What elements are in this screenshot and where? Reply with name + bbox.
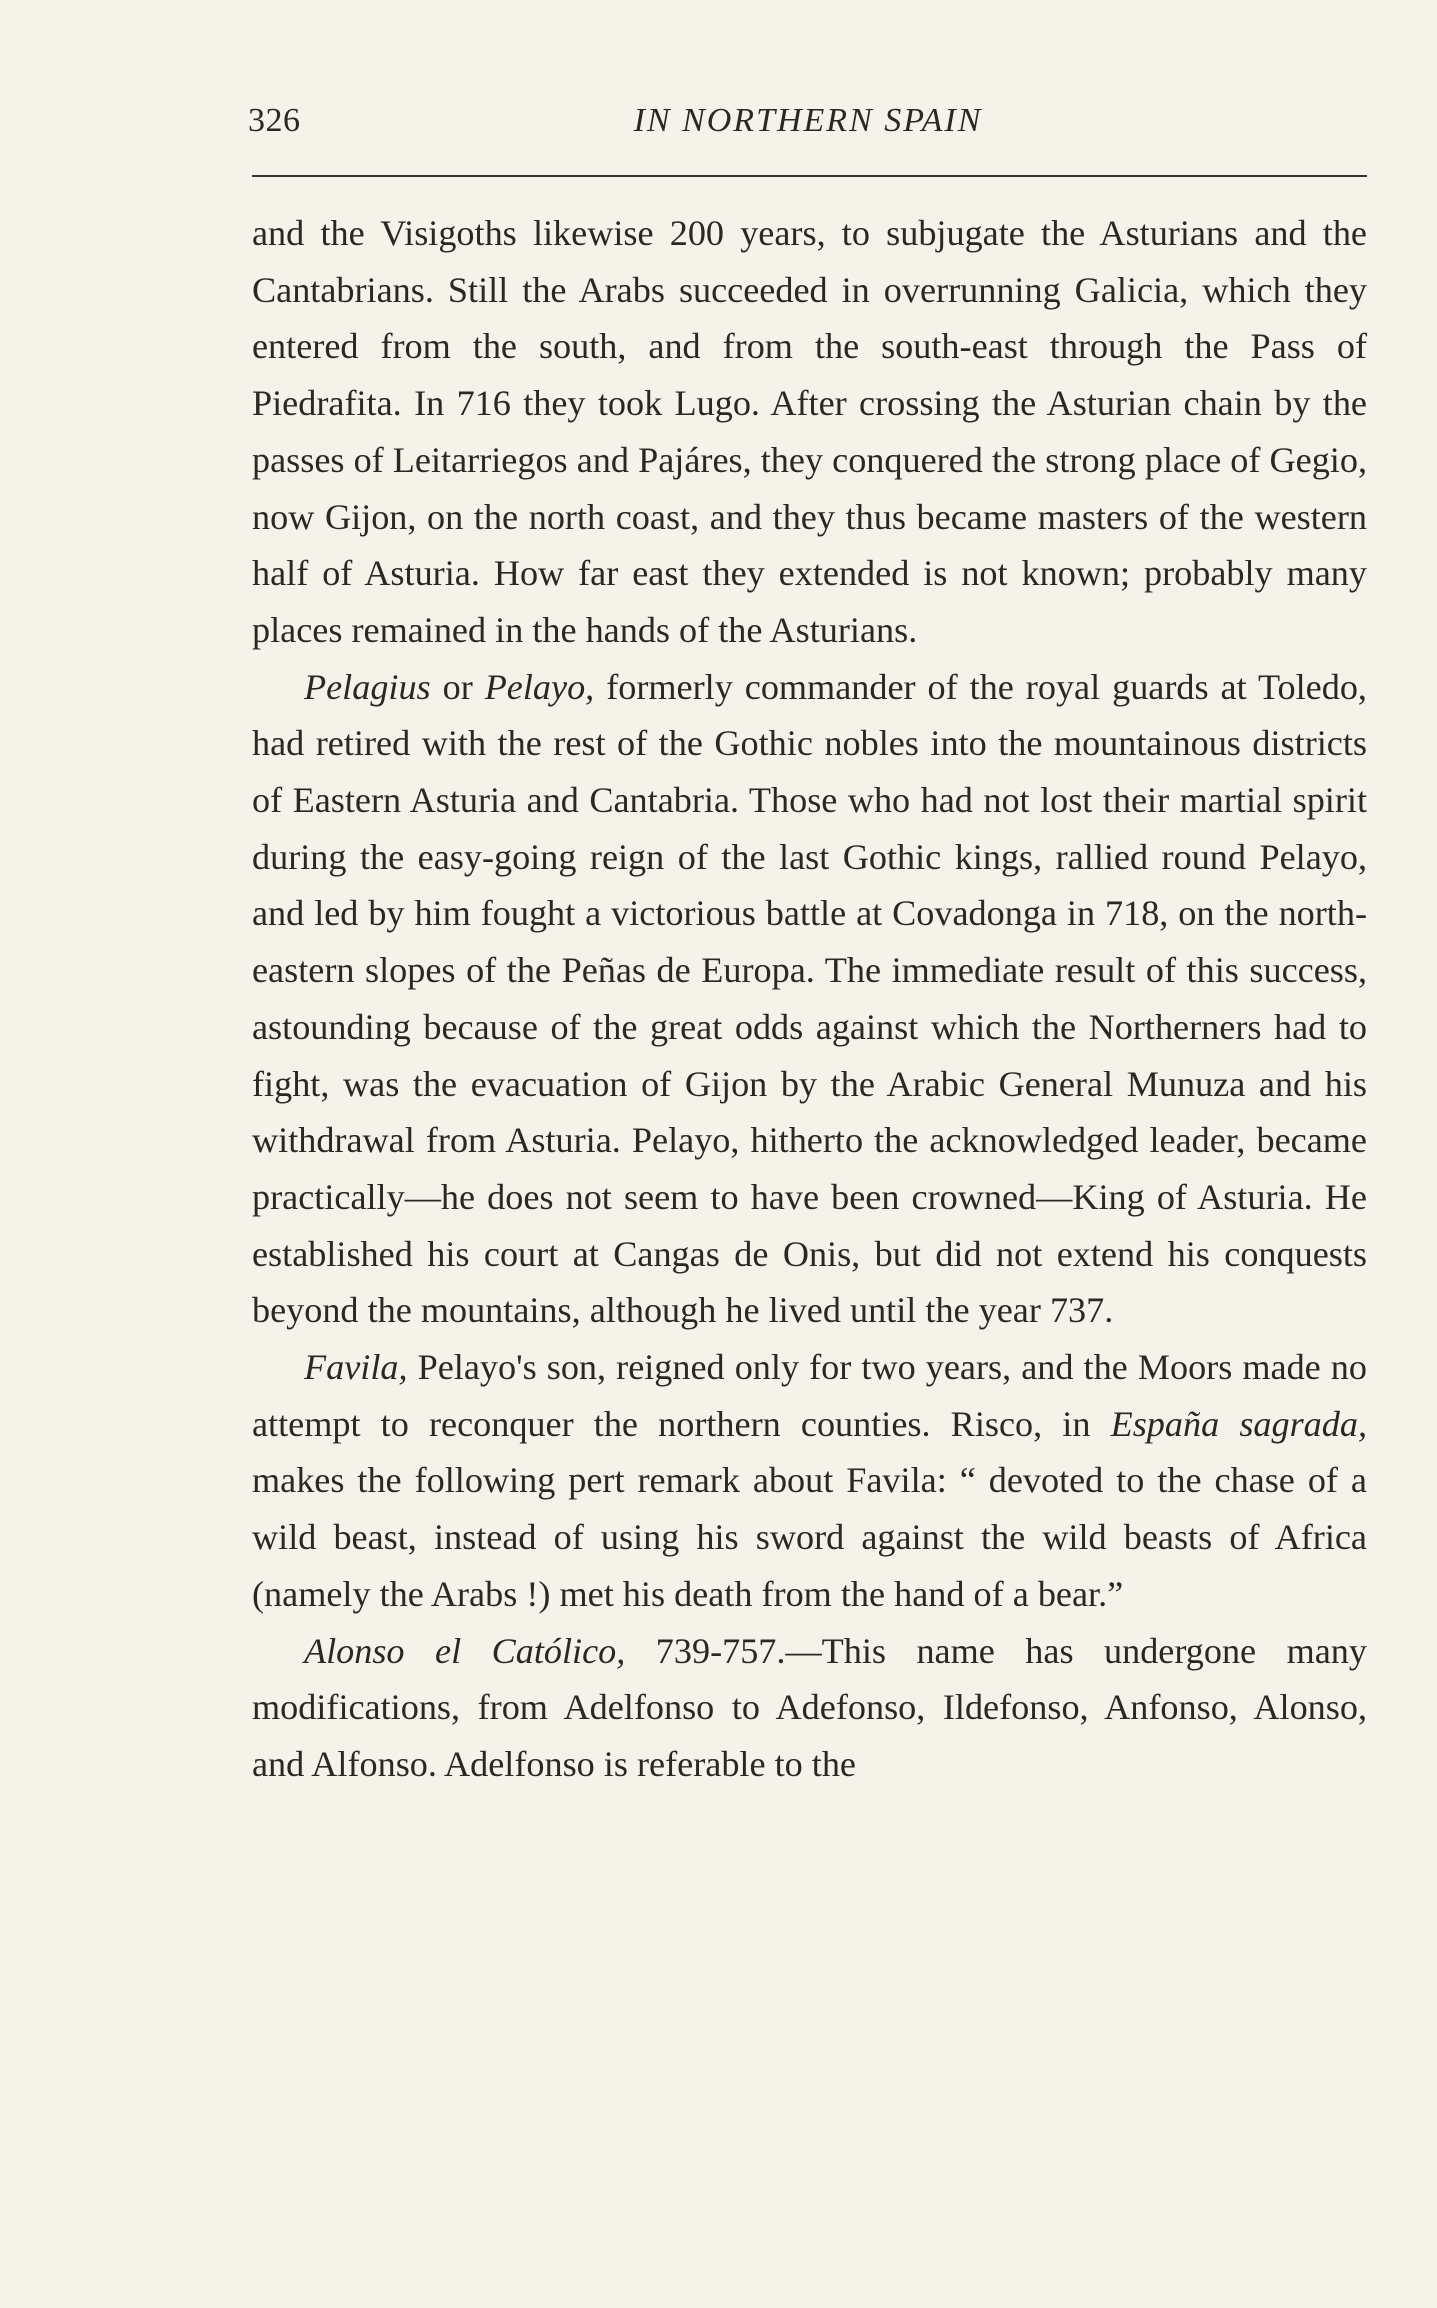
paragraph-4-lead: Alonso el Católico, xyxy=(304,1630,626,1671)
paragraph-3-lead: Favila, xyxy=(304,1347,408,1388)
page-header xyxy=(248,100,1368,150)
paragraph-4 xyxy=(252,1623,1367,1793)
paragraph-2-text-b: formerly commander of the royal guards at Toledo, had retired with the rest of the Gothic nobles into the mountainous districts of Eastern Asturia and Cantabria. Those who had not lost their martial spirit during the easy-going reign of the last Gothic kings, rallied round Pelayo, and led by him fought a victorious battle at Covadonga in 718, on the north-eastern slopes of the Peñas de Europa. The immediate result of this success, astounding because of the great odds against which the Northerners had to fight, was the evacuation of Gijon by the Arabic General Munuza and his withdrawal from Asturia. Pelayo, hitherto the acknowledged leader, became practically—he does not seem to have been crowned—King of Asturia. He established his court at Cangas de Onis, but did not extend his conquests beyond the mountains, although he lived until the year 737. xyxy=(252,666,1367,1331)
paragraph-2-text-a: or xyxy=(430,666,485,707)
paragraph-1-text: and the Visigoths likewise 200 years, to subjugate the Asturians and the Cantabrians. Still the Arabs succeeded in overrunning Galicia, which they entered from the south, and from the south-east through the Pass of Piedrafita. In 716 they took Lugo. After crossing the Asturian chain by the passes of Leitarriegos and Pajáres, they conquered the strong place of Gegio, now Gijon, on the north coast, and they thus became masters of the western half of Asturia. How far east they extended is not known; probably many places remained in the hands of the Asturians. xyxy=(252,213,1367,650)
paragraph-3-text-a: Pelayo's son, reigned only for two years, and the Moors made no attempt to reconquer the northern counties. Risco, in xyxy=(252,1347,1367,1444)
paragraph-3-text-b: makes the following pert remark about Favila: “ devoted to the chase of a wild beast, instead of using his sword against the wild beasts of Africa (namely the Arabs !) met his death from the hand of a bear.” xyxy=(252,1460,1367,1614)
running-title: IN NORTHERN SPAIN xyxy=(633,102,983,139)
page-number: 326 xyxy=(248,102,301,139)
paragraph-1 xyxy=(252,205,1367,659)
paragraph-3 xyxy=(252,1339,1367,1623)
paragraph-3-lead-b: España sagrada, xyxy=(1110,1403,1368,1444)
body-text xyxy=(252,205,1367,1793)
paragraph-2 xyxy=(252,659,1367,1339)
header-rule xyxy=(252,175,1367,177)
paragraph-2-lead: Pelagius xyxy=(304,666,431,707)
paragraph-2-lead-b: Pelayo, xyxy=(484,666,595,707)
paragraph-4-text: 739-757.—This name has undergone many modifications, from Adelfonso to Adefonso, Ildefonso, Anfonso, Alonso, and Alfonso. Adelfonso is referable to the xyxy=(252,1630,1367,1784)
